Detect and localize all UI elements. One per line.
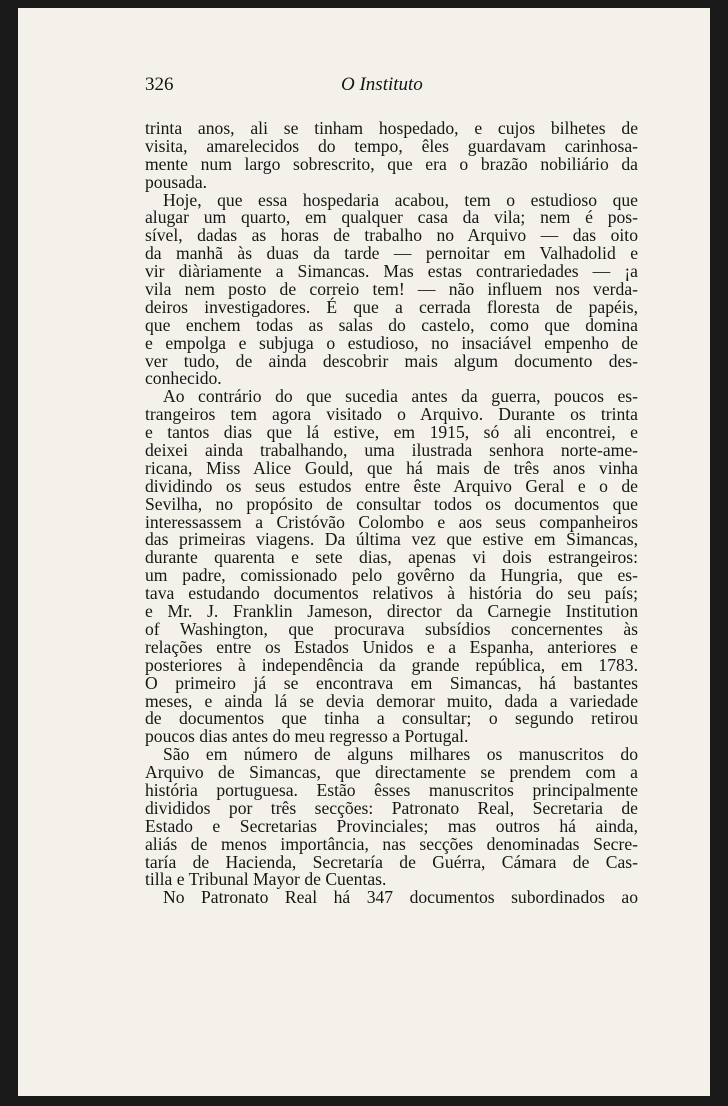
text-line: deixei ainda trabalhando, uma ilustrada senhora norte-ame- [145, 440, 638, 461]
text-line: e tantos dias que lá estive, em 1915, só ali encontrei, e [145, 422, 638, 443]
text-line: história portuguesa. Estão êsses manuscritos principalmente [145, 779, 638, 800]
text-line: relações entre os Estados Unidos e a Espanha, anteriores e [145, 636, 638, 657]
text-line: alugar um quarto, em qualquer casa da vila; nem é pos- [145, 207, 638, 228]
text-line: vila nem posto de correio tem! — não influem nos verda- [145, 279, 638, 300]
text-line: vir diàriamente a Simancas. Mas estas contrariedades — ¡a [145, 261, 638, 282]
text-line: visita, amarelecidos do tempo, êles guardavam carinhosa- [145, 135, 638, 156]
text-line: posteriores à independência da grande república, em 1783. [145, 654, 638, 675]
text-line: poucos dias antes do meu regresso a Portugal. [145, 726, 469, 747]
body-text [145, 120, 638, 907]
text-line: divididos por três secções: Patronato Real, Secretaria de [145, 797, 638, 818]
text-line: ver tudo, de ainda descobrir mais algum documento des- [145, 350, 638, 371]
text-line: trinta anos, ali se tinham hospedado, e cujos bilhetes de [145, 118, 638, 138]
text-line: No Patronato Real há 347 documentos subordinados ao [163, 887, 638, 908]
text-line: O primeiro já se encontrava em Simancas, há bastantes [145, 672, 638, 693]
text-line: interessassem a Cristóvão Colombo e aos seus companheiros [145, 511, 638, 532]
text-line: of Washington, que procurava subsídios concernentes às [145, 618, 638, 639]
text-line: aliás de menos importância, nas secções denominadas Secre- [145, 833, 638, 854]
text-line: que enchem todas as salas do castelo, como que domina [145, 314, 638, 335]
text-line: mente num largo sobrescrito, que era o brazão nobiliário da [145, 153, 638, 174]
text-line: Arquivo de Simancas, que directamente se prendem com a [145, 762, 638, 783]
text-line: conhecido. [145, 368, 222, 389]
text-line: tilla e Tribunal Mayor de Cuentas. [145, 869, 387, 890]
running-title: O Instituto [341, 74, 423, 95]
text-line: tava estudando documentos relativos à história do seu país; [145, 583, 638, 604]
text-line: dividindo os seus estudos entre êste Arquivo Geral e o de [145, 475, 638, 496]
text-line: Ao contrário do que sucedia antes da guerra, poucos es- [163, 386, 638, 407]
text-line: ricana, Miss Alice Gould, que há mais de três anos vinha [145, 457, 638, 478]
text-line: da manhã às duas da tarde — pernoitar em Valhadolid e [145, 243, 638, 264]
text-line: Estado e Secretarias Provinciales; mas outros há ainda, [145, 815, 638, 836]
text-line: e empolga e subjuga o estudioso, no insaciável empenho de [145, 332, 638, 353]
text-line: e Mr. J. Franklin Jameson, director da Carnegie Institution [145, 601, 638, 622]
page-number: 326 [145, 74, 174, 95]
text-line: taría de Hacienda, Secretaría de Guérra, Cámara de Cas- [145, 851, 638, 872]
text-line: Hoje, que essa hospedaria acabou, tem o estudioso que [163, 189, 638, 210]
text-line: um padre, comissionado pelo govêrno da Hungria, que es- [145, 565, 638, 586]
text-line: de documentos que tinha a consultar; o segundo retirou [145, 708, 638, 729]
text-line: Sevilha, no propósito de consultar todos os documentos que [145, 493, 638, 514]
book-page [18, 8, 710, 1096]
text-line: deiros investigadores. É que a cerrada floresta de papéis, [145, 296, 638, 317]
text-line: pousada. [145, 171, 208, 192]
text-line: das primeiras viagens. Da última vez que estive em Simancas, [145, 529, 638, 550]
text-line: São em número de alguns milhares os manuscritos do [163, 744, 638, 765]
text-line: sível, dadas as horas de trabalho no Arquivo — das oito [145, 225, 638, 246]
text-line: durante quarenta e sete dias, apenas vi dois estrangeiros: [145, 547, 638, 568]
text-line: trangeiros tem agora visitado o Arquivo. Durante os trinta [145, 404, 638, 425]
text-line: meses, e ainda lá se devia demorar muito, dada a variedade [145, 690, 638, 711]
page-header [145, 74, 635, 98]
